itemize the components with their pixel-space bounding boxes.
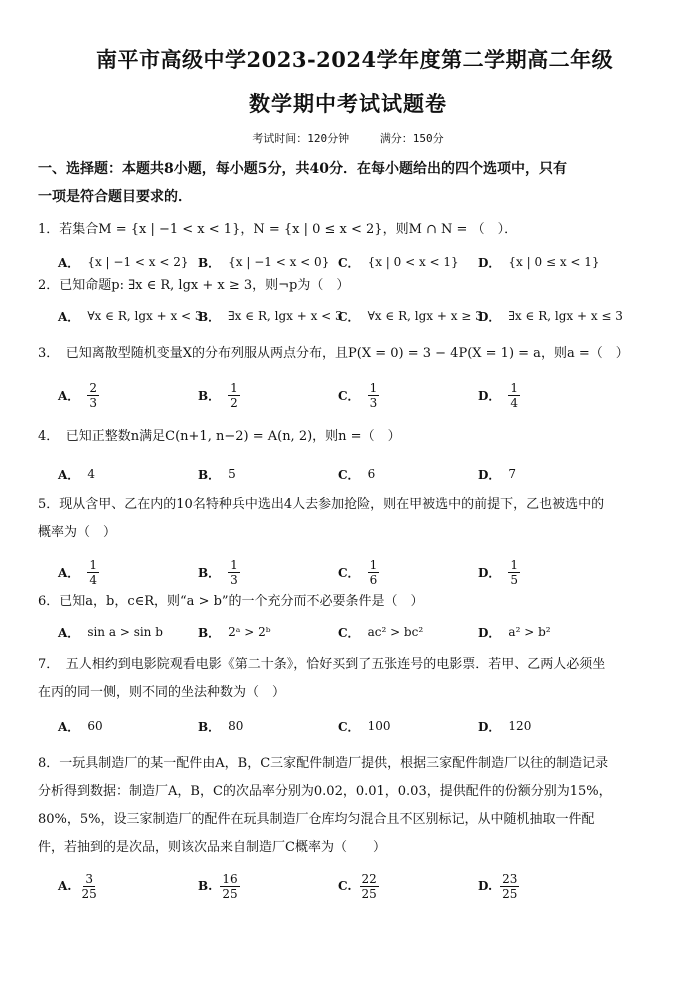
exam-time: 考试时间：120分钟 <box>252 132 350 145</box>
question-stem-line: 6．已知a，b，c∈R，则“a > b”的一个充分而不必要条件是（ ） <box>38 594 424 609</box>
option-label: D． <box>478 565 501 580</box>
option-label: C． <box>338 625 360 640</box>
option <box>198 456 236 492</box>
fraction-numerator: 1 <box>369 380 378 395</box>
question-stem-line: 1．若集合M = {x | −1 < x < 1}，N = {x | 0 ≤ x < 2}，则M ∩ N = （ ）． <box>38 222 518 237</box>
fraction <box>360 872 379 901</box>
fraction-denominator: 25 <box>502 886 518 901</box>
title-line-1: 南平市高级中学2023-2024学年度第二学期高二年级 <box>96 47 614 72</box>
fraction <box>80 872 99 901</box>
option-text: ∀x ∈ R, lgx + x < 3 <box>87 309 203 323</box>
fraction-denominator: 4 <box>89 572 97 587</box>
option <box>198 868 240 904</box>
fraction <box>220 872 239 901</box>
fraction-numerator: 1 <box>89 557 97 572</box>
option-label: A. <box>58 879 72 893</box>
question-stem-line: 7． 五人相约到电影院观看电影《第二十条》，恰好买到了五张连号的电影票．若甲、乙两人必须坐 <box>38 657 606 672</box>
option-label: A． <box>58 255 80 270</box>
option-text: a² > b² <box>508 625 551 639</box>
option-text: {x | −1 < x < 0} <box>228 255 330 269</box>
option-text: 80 <box>228 719 244 733</box>
option <box>58 614 163 650</box>
title-line-2: 数学期中考试试题卷 <box>249 91 447 116</box>
exam-info <box>0 130 696 146</box>
option <box>338 456 375 492</box>
question-stem-line: 分析得到数据：制造厂A，B，C的次品率分别为0.02，0.01，0.03，提供配件的份额分别为15%， <box>38 784 612 799</box>
options-row <box>58 708 678 744</box>
question-stem-line: 8．一玩具制造厂的某一配件由A，B，C三家配件制造厂提供，根据三家配件制造厂以往的制造记录 <box>38 756 609 771</box>
option-label: A． <box>58 719 80 734</box>
fraction-denominator: 2 <box>230 395 238 410</box>
option <box>338 554 379 590</box>
question-stem-line: 概率为（ ） <box>38 525 117 540</box>
option <box>478 708 531 744</box>
fraction-numerator: 1 <box>230 557 238 572</box>
option <box>198 708 243 744</box>
fraction <box>87 558 99 587</box>
fraction <box>228 381 240 410</box>
option-text: sin a > sin b <box>87 625 163 639</box>
option-label: C． <box>338 388 360 403</box>
option-label: B． <box>198 388 221 403</box>
option <box>338 298 483 334</box>
fraction-numerator: 22 <box>361 871 377 886</box>
fraction-numerator: 23 <box>502 871 518 886</box>
option-label: C． <box>338 255 360 270</box>
option-text: ∀x ∈ R, lgx + x ≥ 3 <box>367 309 483 323</box>
option <box>58 377 99 413</box>
question-stem-line: 4． 已知正整数n满足C(n+1, n−2) = A(n, 2)，则n =（ ） <box>38 429 401 444</box>
fraction-numerator: 2 <box>89 380 97 395</box>
option-text: 7 <box>508 467 517 481</box>
option-label: A． <box>58 565 80 580</box>
fraction-numerator: 3 <box>85 871 93 886</box>
option-label: D． <box>478 467 501 482</box>
options-row <box>58 298 678 334</box>
question-stem <box>38 750 668 862</box>
option-label: A． <box>58 388 80 403</box>
question-stem <box>38 423 668 451</box>
option <box>478 456 516 492</box>
option <box>338 614 423 650</box>
question-stem-line: 3． 已知离散型随机变量X的分布列服从两点分布，且P(X = 0) = 3 − 4P(X = 1) = a，则a =（ ） <box>38 346 629 361</box>
option-text: {x | −1 < x < 2} <box>87 255 189 269</box>
option-label: D． <box>478 719 501 734</box>
option <box>338 868 379 904</box>
fraction <box>368 381 380 410</box>
option-text: {x | 0 ≤ x < 1} <box>508 255 600 269</box>
fraction-numerator: 1 <box>230 380 238 395</box>
option <box>478 614 551 650</box>
options-row <box>58 554 678 590</box>
option <box>478 868 519 904</box>
fraction <box>508 381 520 410</box>
option <box>58 298 203 334</box>
option-label: A． <box>58 309 80 324</box>
fraction-denominator: 3 <box>369 395 378 410</box>
question-stem <box>38 340 668 368</box>
question-stem <box>38 651 668 707</box>
question-stem <box>38 588 668 616</box>
option-label: D． <box>478 309 501 324</box>
option-label: B. <box>198 879 213 893</box>
option <box>198 377 240 413</box>
option-text: {x | 0 < x < 1} <box>367 255 459 269</box>
option <box>478 298 623 334</box>
option-text: 6 <box>367 467 376 481</box>
question-stem <box>38 272 668 300</box>
option-label: C． <box>338 565 360 580</box>
question-stem-line: 在丙的同一侧，则不同的坐法种数为（ ） <box>38 685 286 700</box>
options-row <box>58 377 678 413</box>
fraction-denominator: 6 <box>369 572 378 587</box>
fraction <box>368 558 380 587</box>
fraction-numerator: 1 <box>369 557 378 572</box>
option <box>478 554 520 590</box>
option-label: C. <box>338 879 352 893</box>
options-row <box>58 868 678 904</box>
question-stem-line: 件，若抽到的是次品，则该次品来自制造厂C概率为（ ） <box>38 840 386 855</box>
option-text: 100 <box>367 719 391 733</box>
section-heading-line-1: 一、选择题：本题共8小题，每小题5分，共40分．在每小题给出的四个选项中，只有 <box>38 161 567 177</box>
question-stem <box>38 491 668 547</box>
fraction-numerator: 1 <box>510 380 519 395</box>
question-stem <box>38 216 668 244</box>
options-row <box>58 614 678 650</box>
option-label: A． <box>58 625 80 640</box>
option-label: D． <box>478 388 501 403</box>
fraction-denominator: 5 <box>510 572 519 587</box>
option-text: ∃x ∈ R, lgx + x ≤ 3 <box>508 309 623 323</box>
option-label: B． <box>198 565 221 580</box>
question-stem-line: 80%，5%，设三家制造厂的配件在玩具制造厂仓库均匀混合且不区别标记，从中随机抽取一件配 <box>38 812 595 827</box>
option <box>338 708 390 744</box>
option <box>198 614 271 650</box>
section-heading-line-2: 一项是符合题目要求的． <box>38 189 192 205</box>
option-label: D. <box>478 879 493 893</box>
question-stem-line: 2．已知命题p: ∃x ∈ R, lgx + x ≥ 3，则¬p为（ ） <box>38 278 350 293</box>
option <box>58 708 103 744</box>
option <box>198 298 343 334</box>
fraction-denominator: 3 <box>89 395 97 410</box>
fraction-denominator: 25 <box>222 886 238 901</box>
option-text: 2ᵃ > 2ᵇ <box>228 625 271 639</box>
option-text: 120 <box>508 719 532 733</box>
fraction-denominator: 25 <box>81 886 97 901</box>
fraction-numerator: 1 <box>510 557 519 572</box>
options-row <box>58 456 678 492</box>
fraction <box>508 558 520 587</box>
option <box>478 377 520 413</box>
fraction <box>500 872 519 901</box>
option <box>58 868 99 904</box>
option-label: D． <box>478 255 501 270</box>
exam-score: 满分：150分 <box>379 132 444 145</box>
option-text: ∃x ∈ R, lgx + x < 3 <box>228 309 343 323</box>
option-text: 4 <box>87 467 95 481</box>
option-label: B． <box>198 309 221 324</box>
option <box>58 554 99 590</box>
fraction-denominator: 3 <box>230 572 238 587</box>
fraction <box>228 558 240 587</box>
fraction-denominator: 25 <box>361 886 377 901</box>
option-label: B． <box>198 255 221 270</box>
option-label: D． <box>478 625 501 640</box>
option-label: B． <box>198 625 221 640</box>
option <box>198 554 240 590</box>
option-label: C． <box>338 719 360 734</box>
option <box>338 377 379 413</box>
fraction-denominator: 4 <box>510 395 519 410</box>
option-label: A． <box>58 467 80 482</box>
fraction <box>87 381 99 410</box>
option-label: C． <box>338 309 360 324</box>
option-text: ac² > bc² <box>367 625 424 639</box>
option-text: 60 <box>87 719 103 733</box>
option <box>58 456 95 492</box>
option-label: B． <box>198 719 221 734</box>
question-stem-line: 5．现从含甲、乙在内的10名特种兵中选出4人去参加抢险，则在甲被选中的前提下，乙也被选中的 <box>38 497 605 512</box>
option-label: C． <box>338 467 360 482</box>
fraction-numerator: 16 <box>222 871 238 886</box>
section-heading <box>38 155 668 211</box>
option-text: 5 <box>228 467 236 481</box>
option-label: B． <box>198 467 221 482</box>
